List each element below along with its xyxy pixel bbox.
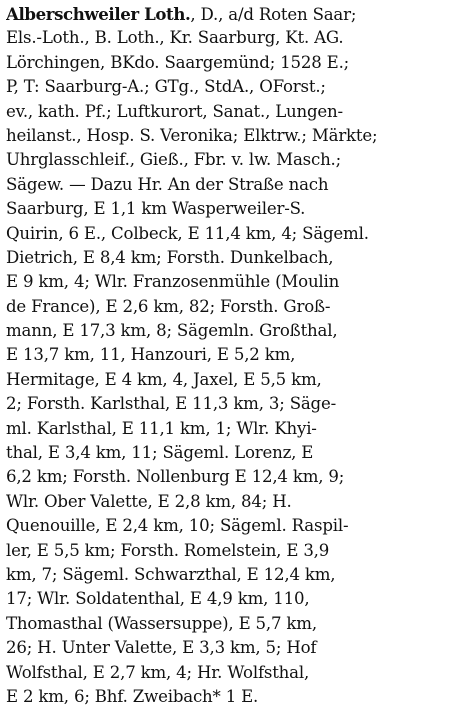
- entry-line-20: 6,2 km; Forsth. Nollenburg E 12,4 km, 9;: [6, 467, 345, 487]
- entry-line-21: Wlr. Ober Valette, E 2,8 km, 84; H.: [6, 491, 292, 511]
- entry-line-25: 17; Wlr. Soldatenthal, E 4,9 km, 110,: [6, 589, 310, 609]
- entry-line-17: 2; Forsth. Karlsthal, E 11,3 km, 3; Säge-: [6, 394, 337, 414]
- entry-line-29: E 2 km, 6; Bhf. Zweibach* 1 E.: [6, 686, 259, 706]
- entry-line-18: ml. Karlsthal, E 11,1 km, 1; Wlr. Khyi-: [6, 418, 317, 438]
- entry-line-15: E 13,7 km, 11, Hanzouri, E 5,2 km,: [6, 345, 296, 365]
- entry-line-2: Els.-Loth., B. Loth., Kr. Saarburg, Kt. AG.: [6, 28, 344, 48]
- entry-line-12: E 9 km, 4; Wlr. Franzosenmühle (Moulin: [6, 272, 340, 292]
- entry-line-11: Dietrich, E 8,4 km; Forsth. Dunkelbach,: [6, 247, 334, 267]
- headword: Alberschweiler Loth.: [6, 4, 191, 24]
- entry-line-27: 26; H. Unter Valette, E 3,3 km, 5; Hof: [6, 638, 317, 658]
- entry-line-7: Uhrglasschleif., Gieß., Fbr. v. lw. Masch.;: [6, 150, 342, 170]
- entry-line-8: Sägew. — Dazu Hr. An der Straße nach: [6, 174, 329, 194]
- entry-line-26: Thomasthal (Wassersuppe), E 5,7 km,: [6, 613, 317, 633]
- entry-line-19: thal, E 3,4 km, 11; Sägeml. Lorenz, E: [6, 443, 314, 463]
- entry-line-1-text: , D., a/d Roten Saar;: [190, 5, 357, 24]
- entry-line-16: Hermitage, E 4 km, 4, Jaxel, E 5,5 km,: [6, 369, 322, 389]
- entry-line-22: Quenouille, E 2,4 km, 10; Sägeml. Raspil-: [6, 516, 349, 536]
- entry-line-1: [6, 2, 454, 26]
- entry-line-28: Wolfsthal, E 2,7 km, 4; Hr. Wolfsthal,: [6, 662, 310, 682]
- entry-line-9: Saarburg, E 1,1 km Wasperweiler-S.: [6, 199, 306, 219]
- entry-line-5: ev., kath. Pf.; Luftkurort, Sanat., Lungen-: [6, 101, 343, 121]
- entry-line-4: P, T: Saarburg-A.; GTg., StdA., OForst.;: [6, 77, 326, 97]
- entry-line-10: Quirin, 6 E., Colbeck, E 11,4 km, 4; Sägeml.: [6, 223, 369, 243]
- entry-line-13: de France), E 2,6 km, 82; Forsth. Groß-: [6, 296, 331, 316]
- entry-line-3: Lörchingen, BKdo. Saargemünd; 1528 E.;: [6, 52, 350, 72]
- entry-line-14: mann, E 17,3 km, 8; Sägemln. Großthal,: [6, 321, 338, 341]
- entry-line-23: ler, E 5,5 km; Forsth. Romelstein, E 3,9: [6, 540, 330, 560]
- entry-line-6: heilanst., Hosp. S. Veronika; Elktrw.; Märkte;: [6, 125, 378, 145]
- entry-line-24: km, 7; Sägeml. Schwarzthal, E 12,4 km,: [6, 564, 336, 584]
